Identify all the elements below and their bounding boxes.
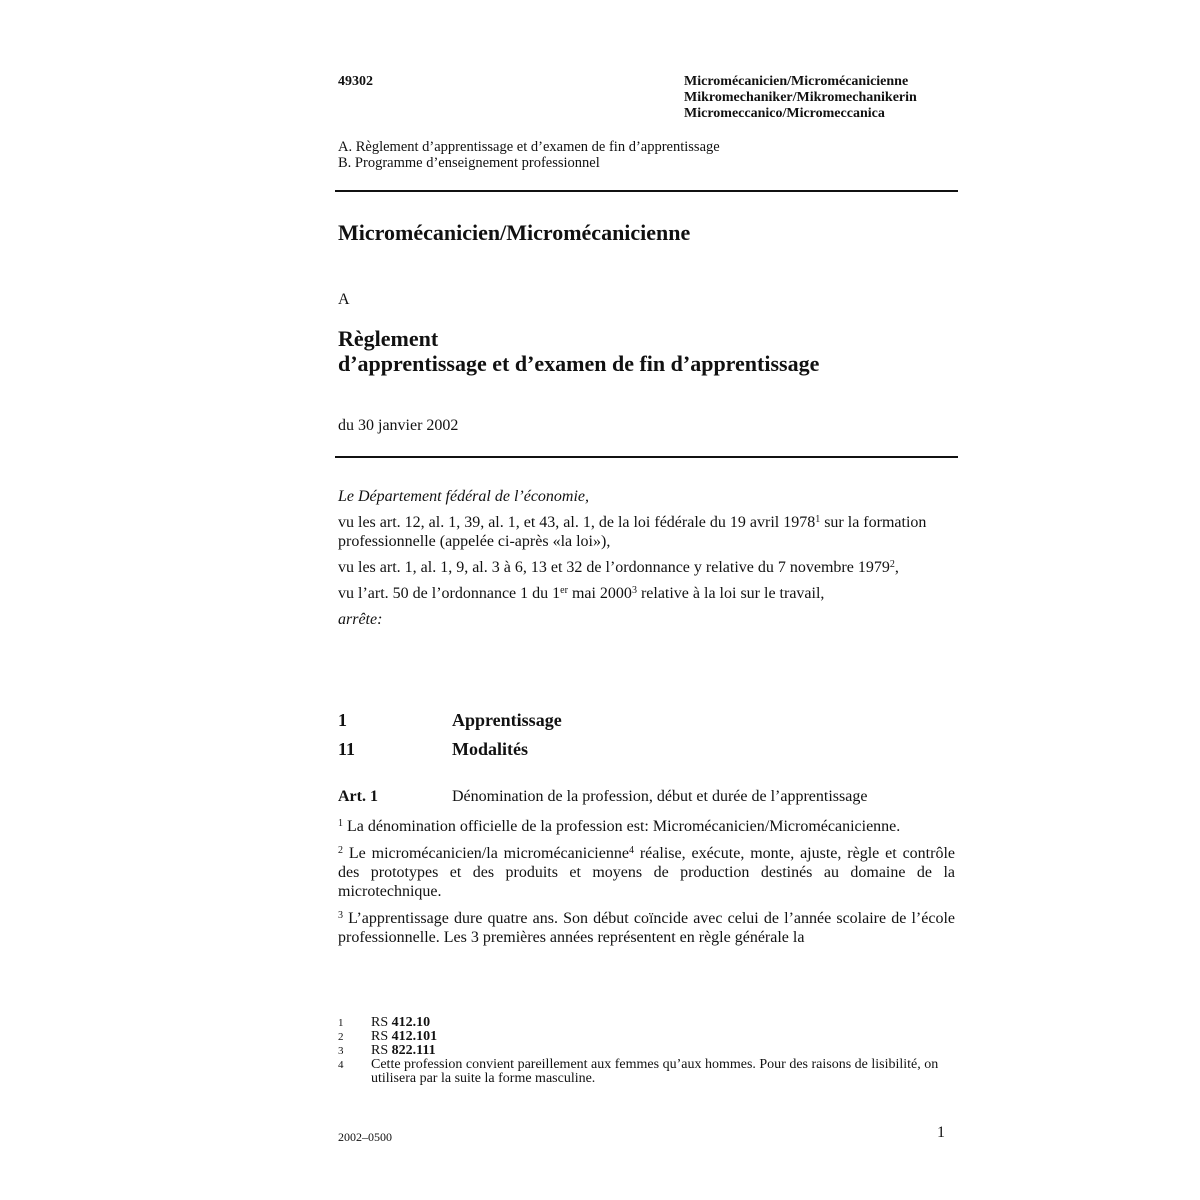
main-title-line1: Règlement bbox=[338, 326, 439, 351]
section-heading-11 bbox=[338, 739, 958, 760]
footnote: 3 RS 822.111 bbox=[338, 1043, 436, 1058]
article-label: Art. 1 bbox=[338, 788, 378, 805]
article-body bbox=[338, 817, 955, 955]
article-paragraph-2: $^2$ Le micromécanicien/la micromécanicienne$^4$ réalise, exécute, monte, ajuste, règle et contrôle des prototypes et des produits et moyens de production destinés au domaine de la microtechnique. bbox=[338, 845, 956, 900]
section-letter: A bbox=[338, 291, 350, 308]
main-title-line2: d’apprentissage et d’examen de fin d’apprentissage bbox=[338, 351, 820, 376]
preamble-decision: arrête: bbox=[338, 611, 383, 628]
header-titles bbox=[684, 74, 917, 122]
section-heading-1 bbox=[338, 710, 958, 731]
subtitle-b: B. Programme d’enseignement professionnel bbox=[338, 155, 600, 171]
footnote-ref-2: 2 bbox=[889, 559, 895, 570]
preamble bbox=[338, 487, 958, 636]
preamble-paragraph-1: vu les art. 12, al. 1, 39, al. 1, et 43, al. 1, de la loi fédérale du 19 avril 1978$^1$ sur la formation professionnelle (appelée ci-après «la loi»), bbox=[338, 514, 927, 550]
main-title bbox=[338, 326, 819, 376]
article-title: Dénomination de la profession, début et durée de l’apprentissage bbox=[452, 788, 868, 805]
preamble-paragraph-3: vu l’art. 50 de l’ordonnance 1 du 1er mai 2000$^3$ relative à la loi sur le travail, bbox=[338, 585, 825, 602]
footnote: 2 RS 412.101 bbox=[338, 1029, 438, 1044]
header-title-de: Mikromechaniker/Mikromechanikerin bbox=[684, 90, 917, 105]
footnote-ref-3: 3 bbox=[631, 585, 637, 596]
footer-code: 2002–0500 bbox=[338, 1130, 392, 1144]
footnote: 1 RS 412.10 bbox=[338, 1015, 431, 1030]
page-title: Micromécanicien/Micromécanicienne bbox=[338, 220, 691, 245]
subtitle-a: A. Règlement d’apprentissage et d’examen de fin d’apprentissage bbox=[338, 139, 720, 155]
section-number: 1 bbox=[338, 710, 347, 730]
article-paragraph-1: $^1$ La dénomination officielle de la profession est: Micromécanicien/Micromécanicienne. bbox=[338, 818, 901, 835]
footnotes bbox=[338, 1016, 948, 1086]
article-heading bbox=[338, 788, 958, 806]
document-number: 49302 bbox=[338, 74, 373, 89]
document-date: du 30 janvier 2002 bbox=[338, 417, 459, 434]
divider-top bbox=[335, 190, 958, 192]
section-number: 11 bbox=[338, 739, 356, 759]
article-paragraph-3: $^3$ L’apprentissage dure quatre ans. Son début coïncide avec celui de l’année scolaire de l’école professionnelle. Les 3 premières années représentent en règle générale la bbox=[338, 910, 955, 946]
preamble-paragraph-2: vu les art. 1, al. 1, 9, al. 3 à 6, 13 et 32 de l’ordonnance y relative du 7 novembre 1979$^2$, bbox=[338, 559, 899, 576]
preamble-authority: Le Département fédéral de l’économie, bbox=[338, 488, 590, 505]
header-title-fr: Micromécanicien/Micromécanicienne bbox=[684, 74, 909, 89]
page-number: 1 bbox=[937, 1124, 945, 1141]
section-title: Apprentissage bbox=[452, 710, 562, 730]
section-title: Modalités bbox=[452, 739, 528, 759]
footnote-ref-1: 1 bbox=[815, 514, 821, 525]
footnote: 4 Cette profession convient pareillement aux femmes qu’aux hommes. Pour des raisons de lisibilité, on utilisera par la suite la forme masculine. bbox=[338, 1057, 939, 1086]
header-title-it: Micromeccanico/Micromeccanica bbox=[684, 106, 885, 121]
footnote-ref-4: 4 bbox=[628, 845, 634, 856]
header-subtitles bbox=[338, 139, 720, 171]
divider-middle bbox=[335, 456, 958, 458]
